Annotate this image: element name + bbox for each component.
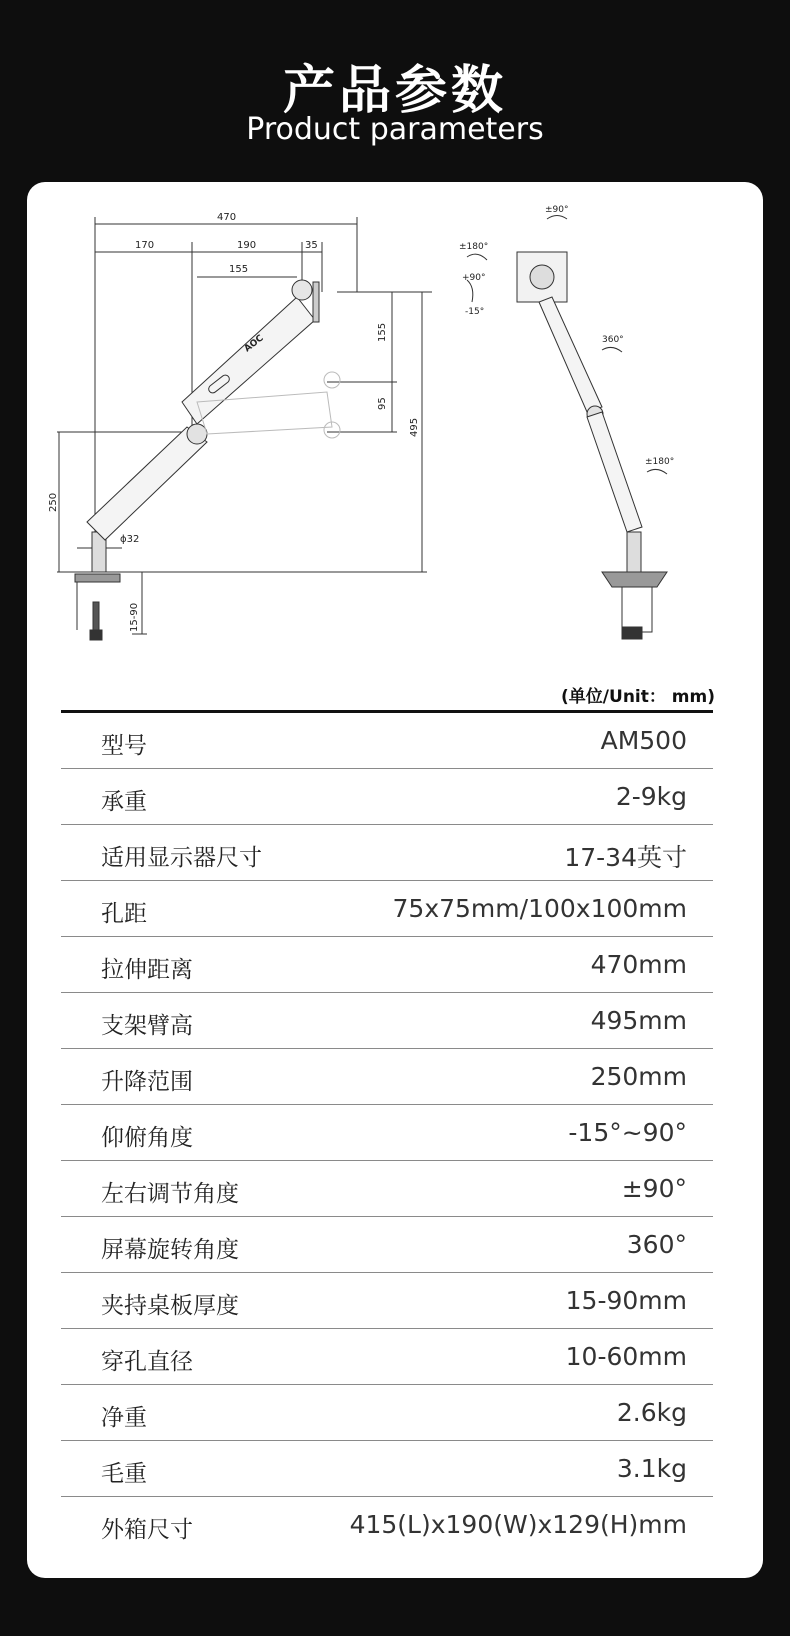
angle-rotate: 360° bbox=[602, 335, 624, 345]
spec-row-arm-height bbox=[61, 993, 713, 1049]
brand-logo: AOC bbox=[242, 333, 266, 355]
spec-label: 外箱尺寸 bbox=[101, 1517, 193, 1543]
spec-label: 屏幕旋转角度 bbox=[101, 1237, 239, 1263]
spec-table bbox=[61, 713, 713, 1552]
spec-label: 适用显示器尺寸 bbox=[101, 845, 262, 871]
dim-155-v: 155 bbox=[377, 322, 388, 342]
spec-row-net-weight bbox=[61, 1385, 713, 1441]
spec-label: 承重 bbox=[101, 789, 147, 815]
spec-row-lift-range bbox=[61, 1049, 713, 1105]
spec-label: 夹持桌板厚度 bbox=[101, 1293, 239, 1319]
spec-value: 3.1kg bbox=[616, 1454, 687, 1483]
spec-row-tilt bbox=[61, 1105, 713, 1161]
spec-row-rotation bbox=[61, 1217, 713, 1273]
spec-row-gross-weight bbox=[61, 1441, 713, 1497]
spec-label: 升降范围 bbox=[101, 1069, 193, 1095]
dim-170: 170 bbox=[135, 240, 155, 251]
spec-row-swivel bbox=[61, 1161, 713, 1217]
angle-tilt-down: -15° bbox=[465, 307, 485, 317]
spec-value: 470mm bbox=[590, 950, 687, 979]
spec-value: 415(L)x190(W)x129(H)mm bbox=[349, 1510, 687, 1539]
dim-155-h: 155 bbox=[229, 264, 249, 275]
angle-swivel-left: ±180° bbox=[459, 242, 489, 252]
spec-label: 毛重 bbox=[101, 1461, 147, 1487]
dim-250: 250 bbox=[48, 492, 59, 512]
spec-value: 495mm bbox=[590, 1006, 687, 1035]
page-title-en: Product parameters bbox=[246, 112, 544, 147]
spec-label: 支架臂高 bbox=[101, 1013, 193, 1039]
spec-value: 2-9kg bbox=[615, 782, 687, 811]
spec-value: 2.6kg bbox=[616, 1398, 687, 1427]
spec-row-model bbox=[61, 713, 713, 769]
spec-card bbox=[27, 182, 763, 1578]
spec-label: 孔距 bbox=[101, 901, 147, 927]
unit-note: (单位/Unit： mm) bbox=[561, 687, 715, 707]
spec-value: 75x75mm/100x100mm bbox=[392, 894, 687, 923]
spec-label: 净重 bbox=[101, 1405, 147, 1431]
spec-row-clamp bbox=[61, 1273, 713, 1329]
spec-row-extension bbox=[61, 937, 713, 993]
spec-label: 型号 bbox=[101, 733, 147, 759]
dim-15-90: 15-90 bbox=[129, 602, 140, 632]
dim-190: 190 bbox=[237, 240, 257, 251]
spec-value: 17-34英寸 bbox=[564, 843, 687, 872]
spec-value: 15-90mm bbox=[565, 1286, 687, 1315]
dim-95: 95 bbox=[377, 397, 388, 410]
spec-value: -15°~90° bbox=[568, 1118, 687, 1147]
product-diagram bbox=[47, 202, 737, 672]
dim-495: 495 bbox=[409, 417, 420, 437]
angle-base-swivel: ±180° bbox=[645, 457, 675, 467]
spec-label: 穿孔直径 bbox=[101, 1349, 193, 1375]
dim-470: 470 bbox=[217, 212, 237, 223]
spec-row-grommet bbox=[61, 1329, 713, 1385]
dim-35: 35 bbox=[305, 240, 318, 251]
page-title-zh: 产品参数 bbox=[282, 61, 507, 121]
spec-value: 10-60mm bbox=[565, 1342, 687, 1371]
spec-label: 拉伸距离 bbox=[101, 957, 193, 983]
dim-32: ϕ32 bbox=[120, 534, 140, 545]
spec-row-load bbox=[61, 769, 713, 825]
spec-row-box-size bbox=[61, 1497, 713, 1552]
spec-label: 左右调节角度 bbox=[101, 1181, 239, 1207]
angle-tilt-top: ±90° bbox=[545, 205, 569, 215]
angle-tilt-up: +90° bbox=[462, 273, 486, 283]
spec-label: 仰俯角度 bbox=[101, 1125, 193, 1151]
spec-row-vesa bbox=[61, 881, 713, 937]
spec-value: 250mm bbox=[590, 1062, 687, 1091]
spec-value: 360° bbox=[626, 1230, 687, 1259]
spec-value: AM500 bbox=[600, 726, 687, 755]
spec-row-monitor-size bbox=[61, 825, 713, 881]
spec-value: ±90° bbox=[621, 1174, 687, 1203]
